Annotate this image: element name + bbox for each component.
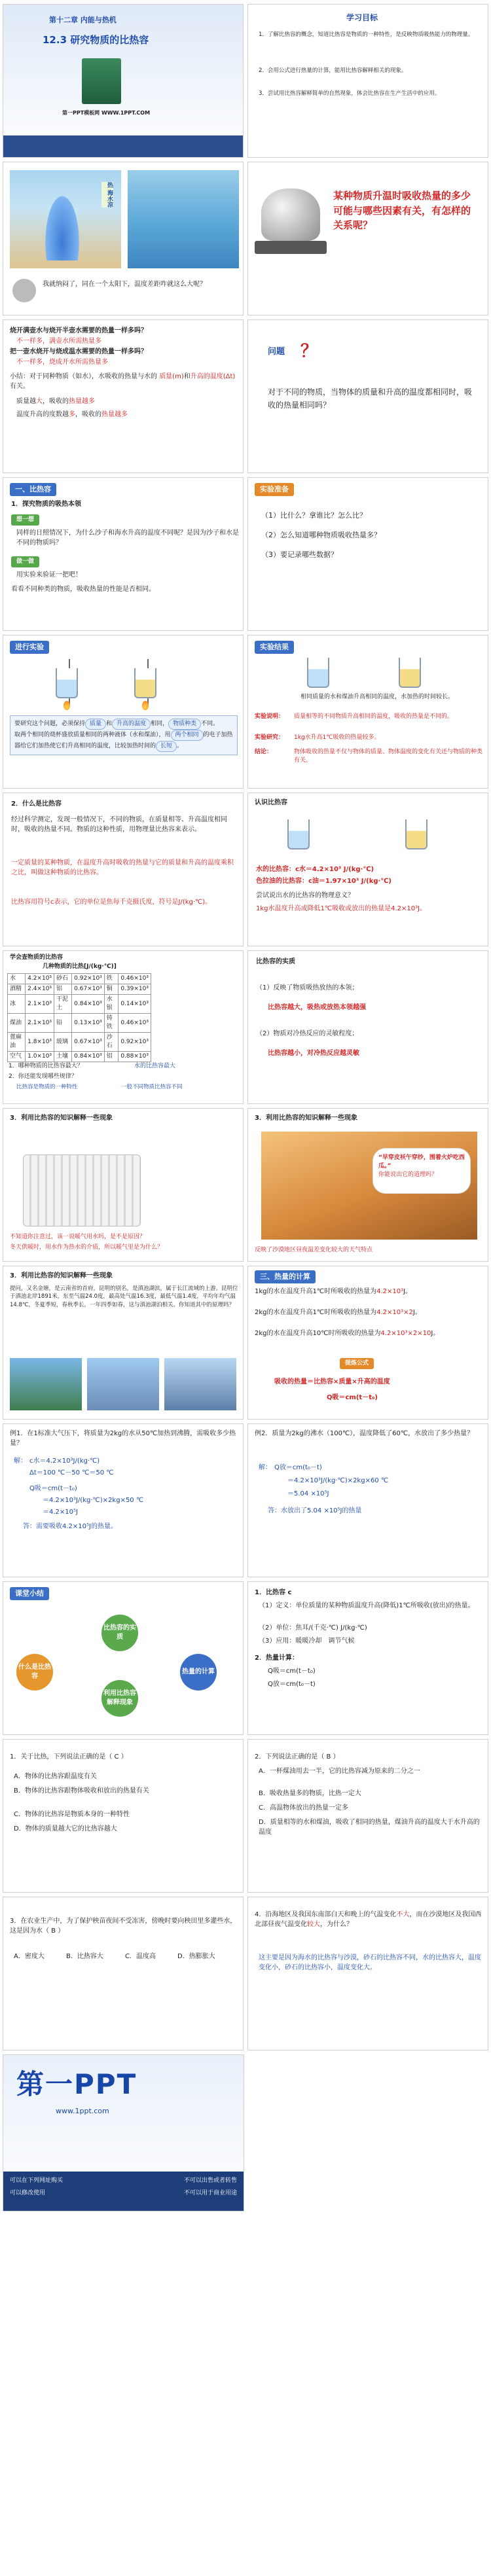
prep-tag: 实验准备 (255, 483, 294, 496)
ex-q4-blank2: 较大 (307, 1920, 320, 1928)
table-cell: 1.0×10³ (26, 1052, 54, 1062)
mass-rule-label: 质量越 (16, 398, 36, 405)
table-cell: 蓖麻油 (8, 1033, 26, 1052)
exp-a: 要研究这个问题，必须保持 (14, 721, 86, 727)
a1-text: 不一样多，满壶水所需热量多 (16, 338, 101, 345)
table-header: 学会查物质的比热容 (10, 954, 64, 961)
bottom-strip (3, 135, 243, 158)
exp-l: 。 (177, 743, 183, 750)
table-cell: 铝 (54, 984, 72, 995)
ex2-a0: 解： (259, 1464, 272, 1471)
footer-4: 不可以用于商业用途 (183, 2190, 237, 2197)
node-essence: 比热容的实质 (101, 1615, 138, 1651)
slide-experiment-result (247, 635, 488, 789)
node-explain: 利用比热容解释现象 (101, 1680, 138, 1717)
table-cell: 0.84×10³ (72, 995, 105, 1014)
table-caption: 几种物质的比热[J/(kg·℃)] (43, 963, 117, 970)
c3-text: 物体吸收的热量不仅与物体的质量、物体温度的变化有关还与物质的种类有关。 (294, 749, 483, 764)
objective-2: 2．会用公式进行热量的计算，能用比热容解释相关的现象。 (259, 67, 407, 74)
table-cell: 玻璃 (54, 1033, 72, 1052)
table-cell: 0.13×10³ (72, 1014, 105, 1033)
calc-v2: 4.2×10³×2 (376, 1309, 413, 1316)
slide-radiator (3, 1108, 244, 1262)
table-cell: 沙石 (104, 1033, 118, 1052)
calc-line-2 (255, 1308, 484, 1318)
slide-experiment (3, 635, 244, 789)
brand-footer (3, 2172, 244, 2211)
calc-u2: J。 (412, 1309, 422, 1316)
ex2-question: 例2．质量为2kg的沸水（100℃），温度降低了60℃，水放出了多少热量？ (255, 1430, 474, 1437)
table-cell: 1.8×10³ (26, 1033, 54, 1052)
slide-objectives (247, 4, 488, 158)
ex-q3-a: A．密度大 (14, 1953, 45, 1960)
radiator-caption: 不知道你注意过，该一说暖气用水吗，是不是原因？ (10, 1234, 146, 1240)
node-calc: 热量的计算 (180, 1654, 217, 1690)
table-cell: 铸铁 (104, 1014, 118, 1033)
table-cell: 0.92×10³ (72, 974, 105, 984)
ex-q2: 2．下列说法正确的是（ B ） (255, 1753, 340, 1761)
table-cell: 2.1×10³ (26, 1014, 54, 1033)
slide-know-c (247, 793, 488, 946)
slide-specific-heat-intro (3, 477, 244, 631)
cloud-text-2: 你能说出它的道理吗？ (378, 1172, 438, 1179)
detail-f1: Q吸＝cm(t－t₀) (268, 1668, 316, 1675)
radiator-heading: 3．利用比热容的知识解释一些现象 (10, 1115, 113, 1122)
sign-text: 热 海水凉 (101, 182, 113, 207)
table-cell: 铅 (54, 1014, 72, 1033)
prep-1: （1）比什么？拿谁比？怎么比？ (261, 511, 367, 520)
summary-end: 有关。 (10, 382, 29, 390)
table-cell: 2.4×10³ (26, 984, 54, 995)
result-text: 相同质量的水和煤油升高相同的温度，水加热的时间较长。 (300, 694, 454, 700)
table-cell: 水银 (104, 995, 118, 1014)
calc-l2: 2kg的水在温度升高1℃时所吸收的热量为 (255, 1309, 377, 1316)
ex2-a3: ＝5.04 ×10⁵J (287, 1490, 329, 1497)
essence-heading: 比热容的实质 (256, 958, 295, 965)
stove-icon (255, 241, 327, 254)
table-cell: 土壤 (54, 1052, 72, 1062)
table-q2: 2．你还能发现哪些规律？ (9, 1073, 77, 1080)
summary-temp: 升高的温度(Δt) (190, 373, 236, 380)
table-cell: 0.67×10³ (72, 1033, 105, 1052)
table-row (8, 995, 151, 1014)
mass-rule-heat: 热量越多 (69, 398, 95, 405)
exp-g: 不同。 (201, 721, 219, 727)
calc-l3: 2kg的水在温度升高10℃时所吸收的热量为 (255, 1330, 381, 1337)
ex1-a6: 答：需要吸收4.2×10⁵J的热量。 (23, 1523, 117, 1530)
essence-2: 比热容越大，吸热或放热本领越强 (268, 1004, 366, 1011)
dancer-figure (43, 188, 82, 260)
calc-line-1 (255, 1287, 484, 1297)
flame-icon-2 (142, 701, 149, 710)
table-cell: 冰 (8, 995, 26, 1014)
table-cell: 煤油 (8, 1014, 26, 1033)
slide-title (3, 4, 244, 158)
slide-heat-calc (247, 1266, 488, 1420)
exp-i: 两个相同 (171, 730, 204, 741)
avatar (12, 279, 36, 302)
ex2-a1: Q放＝cm(t₀－t) (274, 1464, 322, 1471)
desert-bottom: 反映了沙漠地区昼夜温差变化较大的天气特点 (255, 1247, 373, 1253)
footer-2: 不可以出售或者转售 (183, 2177, 237, 2184)
formula-tag: 提炼公式 (340, 1358, 374, 1369)
essence-4: 比热容越小，对冷热反应越灵敏 (268, 1050, 359, 1057)
exp-e: 相同， (151, 721, 169, 727)
table-cell: 2.1×10³ (26, 995, 54, 1014)
slide-exercise-2 (247, 1739, 488, 1893)
cloud-text-1: “早穿皮袄午穿纱，围着火炉吃西瓜。” (378, 1154, 465, 1170)
slide-exercise-4 (247, 1897, 488, 2050)
ex1-a1: c水＝4.2×10³J/(kg·℃) (29, 1458, 100, 1465)
calc-v1: 4.2×10³ (376, 1288, 404, 1295)
exp-h: 取两个相同的烧杯盛放质量相同的两种液体（水和煤油），用 (14, 732, 171, 739)
what-heading: 2．什么是比热容 (11, 800, 62, 808)
essence-1: （1）反映了物质吸热放热的本领； (256, 984, 359, 992)
table-cell: 水 (8, 974, 26, 984)
know-beaker-icon (287, 819, 310, 850)
summary-mass: 质量(m) (159, 373, 184, 380)
a2-text: 不一样多，烧成开水所需热量多 (16, 359, 108, 366)
table-cell: 干泥土 (54, 995, 72, 1014)
essence-3: （2）物质对冷热反应的灵敏程度； (256, 1030, 359, 1037)
beach-photo-right (128, 170, 239, 268)
ex-q1: 1．关于比热，下列说法正确的是（ C ） (10, 1753, 128, 1761)
brand-logo: 第一PPT (16, 2068, 137, 2100)
slide-beach-question (3, 162, 244, 315)
flame-icon (64, 701, 70, 710)
table-a2b: 一般不同物质比热容不同 (121, 1084, 183, 1090)
exp-k: 长短 (156, 741, 177, 752)
temp-rule (16, 410, 128, 420)
table-cell: 酒精 (8, 984, 26, 995)
prep-3: （3）要记录哪些数据？ (261, 550, 338, 559)
table-cell: 铝 (104, 1052, 118, 1062)
table-cell: 0.46×10³ (118, 974, 151, 984)
table-cell: 0.88×10³ (118, 1052, 151, 1062)
slide-kettle (247, 162, 488, 315)
footer-3: 可以修改使用 (10, 2190, 46, 2197)
kunming-text: 提问，又名金塘，是云南省的首府，昆明的别名，是滇池湖滨，属于长江流域的上游。昆明位于滇池北岸1891米，东至气温24.0度，最高处气温16.3度，最低气温1.4度，平均年均气温14.8℃，冬夏季短，春秋季长，一年四季如春，这与滇池湖泊相关。你知道其中的原理吗？ (10, 1285, 238, 1308)
c2-text: 1kg水升高1℃吸收的热量较多。 (294, 734, 380, 741)
exp-j: 的电子加热器给它们加热使它们升高相同的温度，比较加热时间的 (14, 732, 233, 750)
summary-tag: 课堂小结 (10, 1587, 49, 1600)
ex-q2-d: D．质量相等的水和煤油，吸收了相同的热量，煤油升高的温度大于水升高的温度 (259, 1819, 480, 1836)
experiment-box (10, 715, 238, 755)
table-row (8, 984, 151, 995)
beaker-oil-icon (134, 668, 156, 698)
what-p1: 经过科学测定，发现一般情况下，不同的物质，在质量相等、升高温度相同时，吸收的热量不同。物质的这种性质，用物理量比热容来表示。 (11, 816, 227, 833)
objectives-heading: 学习目标 (346, 13, 378, 22)
detail-d3: （3）应用：暖暖冷却 调节气候 (259, 1637, 355, 1645)
calc-v3: 4.2×10³×2×10 (380, 1330, 431, 1337)
question-mark-icon: ？ (300, 342, 318, 361)
summary-text (10, 372, 239, 391)
result-beaker-icon-2 (399, 658, 421, 688)
prep-2: （2）怎么知道哪种物质吸收热量多？ (261, 531, 381, 539)
slide-summary-detail (247, 1581, 488, 1735)
summary-lead: 小结：对于同种物质（如水），水吸收的热量与水的 (10, 373, 157, 380)
c3-label: 结论： (255, 749, 273, 755)
know-heading: 认识比热容 (255, 799, 287, 806)
brand-url: www.1ppt.com (56, 2107, 109, 2115)
slide-kunming (3, 1266, 244, 1420)
footer-1: 可以在下列网址购买 (10, 2177, 64, 2184)
ex1-a0: 解： (14, 1458, 27, 1465)
table-row (8, 1052, 151, 1062)
table-row (8, 1014, 151, 1033)
slide-experiment-prep (247, 477, 488, 631)
q2-text: 把一壶水烧开与烧成温水需要的热量一样多吗？ (10, 348, 147, 355)
table-cell: 0.92×10³ (118, 1033, 151, 1052)
table-a2a: 比热容是物质的一种特性 (16, 1084, 78, 1090)
radiator-icon (23, 1154, 141, 1226)
ex-q3: 3．在农业生产中，为了保护秧苗夜间不受冻害，傍晚时要向秧田里多灌些水，这是因为水（ B ） (10, 1918, 237, 1935)
calc-line-3 (255, 1329, 484, 1339)
book-icon (82, 58, 121, 104)
exp-c: 和 (106, 721, 113, 727)
desert-cloud (373, 1148, 471, 1194)
table-cell: 铜 (104, 984, 118, 995)
mass-rule-value: 大 (36, 398, 43, 405)
ex-q1-d: D．物体的质量越大它的比热容越大 (14, 1825, 117, 1833)
slide-exercise-3 (3, 1897, 244, 2050)
mass-rule-mid: ，吸收的 (43, 398, 69, 405)
question-body: 对于不同的物质，当物体的质量和升高的温度都相同时，吸收的热量相同吗？ (268, 387, 473, 410)
kunming-photo-2 (87, 1358, 159, 1410)
table-cell: 0.14×10³ (118, 995, 151, 1014)
slide-exercise-1 (3, 1739, 244, 1893)
table-q1: 1．哪种物质的比热容最大？ (9, 1063, 83, 1069)
c2-label: 实验研究： (255, 734, 285, 741)
do-text: 用实验来验证一把吧！ (16, 571, 82, 579)
ex-q3-d: D．热膨胀大 (177, 1953, 215, 1960)
detail-f2: Q放＝cm(t₀－t) (268, 1681, 316, 1688)
table-cell: 0.46×10³ (118, 1014, 151, 1033)
what-p3: 比热容用符号c表示，它的单位是焦每千克摄氏度，符号是J/(kg·℃)。 (11, 899, 212, 906)
radiator-caption2: 冬天供暖时，用水作为热水的介质，所以暖气里是为什么？ (10, 1244, 164, 1251)
know-beaker-icon-2 (405, 819, 427, 850)
table-cell: 铁 (104, 974, 118, 984)
slide-table (3, 950, 244, 1104)
ex1-a2: Δt＝100 ℃－50 ℃＝50 ℃ (29, 1469, 114, 1476)
calc-l1: 1kg的水在温度升高1℃时所吸收的热量为 (255, 1288, 377, 1295)
kunming-photo-1 (10, 1358, 82, 1410)
calc-heading: 三、热量的计算 (255, 1270, 316, 1283)
summary-and: 和 (183, 373, 191, 380)
formula-words: 吸收的热量＝比热容×质量×升高的温度 (274, 1378, 390, 1386)
ex-q4 (255, 1910, 484, 1929)
table-a1: 水的比热容最大 (134, 1063, 176, 1069)
do-tag: 做一做 (11, 556, 39, 567)
c1-label: 实验说明： (255, 713, 285, 720)
desert-heading: 3．利用比热容的知识解释一些现象 (255, 1115, 357, 1122)
experiment-tag: 进行实验 (10, 641, 49, 654)
slide-desert (247, 1108, 488, 1262)
kunming-photo-3 (164, 1358, 236, 1410)
specific-heat-table (7, 973, 151, 1062)
meaning-q: 尝试说出水的比热容的物理意义？ (256, 892, 354, 899)
ex-q2-b: B．吸收热量多的物质，比热一定大 (259, 1790, 361, 1797)
detail-h1: 1．比热容 c (255, 1589, 292, 1596)
kunming-heading: 3．利用比热容的知识解释一些现象 (10, 1272, 113, 1279)
ex1-question: 例1．在1标准大气压下，将质量为2kg的水从50℃加热到沸腾，需吸收多少热量？ (10, 1430, 236, 1447)
what-p2: 一定质量的某种物质，在温度升高时吸收的热量与它的质量和升高的温度乘积之比，叫做这种物质的比热容。 (11, 859, 234, 876)
ex1-a5: ＝4.2×10⁵J (43, 1509, 78, 1516)
detail-h2: 2．热量计算： (255, 1655, 299, 1662)
slide-summary (3, 1581, 244, 1735)
brand-label: 第一PPT模板网 WWW.1PPT.COM (62, 110, 151, 116)
table-row (8, 1033, 151, 1052)
think-tag: 想一想 (11, 514, 39, 526)
detail-d1: （1）定义：单位质量的某种物质温度升高(降低)1℃所吸收(放出)的热量。 (259, 1602, 475, 1609)
ex1-a4: ＝4.2×10³J/(kg·℃)×2kg×50 ℃ (43, 1497, 144, 1504)
calc-u1: J。 (403, 1288, 412, 1295)
table-cell: 空气 (8, 1052, 26, 1062)
kettle-icon (261, 188, 320, 241)
ex-q4-part3: ，为什么？ (320, 1920, 353, 1928)
chapter-label: 第十二章 内能与热机 (49, 16, 117, 24)
result-beaker-icon (307, 658, 329, 688)
ex-q2-a: A．一杯煤油用去一半，它的比热容减为原来的二分之一 (259, 1768, 420, 1775)
slide-example-2 (247, 1423, 488, 1577)
exp-b: 质量 (85, 719, 106, 730)
slide-brand (3, 2054, 244, 2211)
ex-q2-c: C．高温物体放出的热量一定多 (259, 1804, 348, 1812)
temp-rule-value: 多 (69, 411, 75, 418)
table-cell: 0.84×10³ (72, 1052, 105, 1062)
oil-c: 色拉油的比热容：c油＝1.97×10³ J/(kg·℃) (256, 878, 391, 885)
slide-question (247, 319, 488, 473)
objective-1: 1．了解比热容的概念，知道比热容是物质的一种特性，是反映物质吸热能力的物理量。 (259, 31, 474, 38)
temp-rule-mid: ，吸收的 (75, 411, 101, 418)
ex-q1-c: C．物体的比热容是物质本身的一种特性 (14, 1811, 130, 1818)
detail-d2: （2）单位：焦耳/(千克·℃) J/(kg·℃) (259, 1624, 367, 1632)
q1-text: 烧开满壶水与烧开半壶水需要的热量一样多吗？ (10, 327, 147, 334)
c1-text: 质量相等的不同物质升高相同的温度，吸收的热量是不同的。 (294, 713, 454, 720)
node-what: 什么是比热容 (16, 1654, 53, 1690)
ex-q1-b: B．物体的比热容跟物体吸收和放出的热量有关 (14, 1787, 149, 1795)
calc-u3: J。 (431, 1330, 440, 1337)
ex-q4-blank1: 不大 (396, 1911, 410, 1918)
table-cell: 0.67×10³ (72, 984, 105, 995)
ex-q3-b: B．比热容大 (66, 1953, 103, 1960)
ex1-a3: Q吸＝cm(t－t₀) (29, 1485, 77, 1492)
slide-example-1 (3, 1423, 244, 1577)
ex-q4-part1: 4．沿海地区及我国东南部白天和晚上的气温变化 (255, 1911, 397, 1918)
beaker-water-icon (56, 668, 78, 698)
slide-what-is-c (3, 793, 244, 946)
ex2-a2: ＝4.2×10³J/(kg·℃)×2kg×60 ℃ (287, 1477, 389, 1484)
slide-water-heat (3, 319, 244, 473)
section-heading: 一、比热容 (10, 483, 56, 496)
temp-rule-heat: 热量越多 (101, 411, 128, 418)
result-tag: 实验结果 (255, 641, 294, 654)
ex-q4-part2: ，而在沙漠地区及我国西北部昼夜气温变化 (255, 1911, 482, 1928)
formula-symbols: Q吸＝cm(t－t₀) (327, 1394, 378, 1401)
think-text: 同样的日照情况下，为什么沙子和海水升高的温度不同呢？是因为沙子和水是不同的物质吗？ (16, 529, 239, 546)
ex-q1-a: A．物体的比热容跟温度有关 (14, 1773, 97, 1780)
table-cell: 0.39×10³ (118, 984, 151, 995)
question-label: 问题 (268, 347, 285, 357)
kettle-question: 某种物质升温时吸收热量的多少可能与哪些因素有关，有怎样的关系呢？ (333, 190, 471, 231)
table-cell: 4.2×10³ (26, 974, 54, 984)
sub-heading: 1．探究物质的吸热本领 (11, 501, 81, 508)
meaning-a: 1kg水温度升高或降低1℃吸收或放出的热量是4.2×10³J。 (256, 905, 427, 912)
question-text: 我就纳闷了，同在一个太阳下，温度差距咋就这么大呢？ (43, 281, 206, 288)
table-cell: 砂石 (54, 974, 72, 984)
water-c: 水的比热容：c水＝4.2×10³ J/(kg·℃) (256, 866, 374, 873)
table-row (8, 974, 151, 984)
ex-q4-answer: 这主要是因为海水的比热容与沙漠，砂石的比热容不同，水的比热容大，温度变化小，砂石的比热容小，温度变化大。 (259, 1954, 481, 1971)
exp-d: 升高的温度 (112, 719, 151, 730)
mass-rule (16, 397, 95, 407)
slide-essence (247, 950, 488, 1104)
ex-q3-c: C．温度高 (125, 1953, 156, 1960)
exp-f: 物质种类 (168, 719, 201, 730)
verify-text: 看看不同种类的物质，吸收热量的性能是否相同。 (11, 586, 155, 593)
lesson-title: 12.3 研究物质的比热容 (43, 34, 149, 46)
objective-3: 3．尝试用比热容解释简单的自然现象，体会比热容在生产生活中的应用。 (259, 90, 441, 97)
ex2-a4: 答：水放出了5.04 ×10⁵J的热量 (268, 1507, 362, 1514)
temp-rule-label: 温度升高的度数越 (16, 411, 69, 418)
